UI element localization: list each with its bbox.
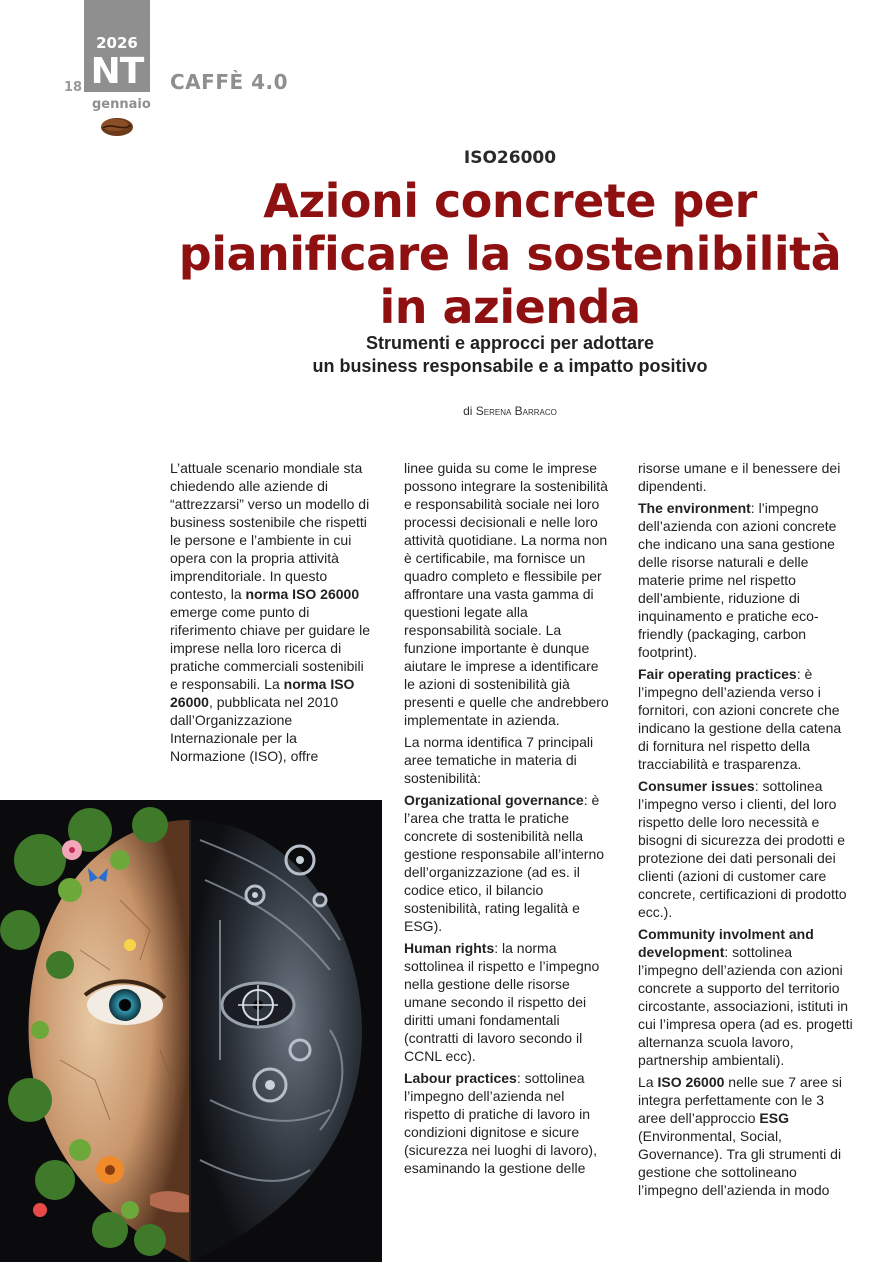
paragraph-community-involvement: Community involment and development: sottolinea l’impegno dell’azienda con azioni concrete a supporto del territorio circostante, associazioni, istituti in cui l’impresa opera (ad es. progetti alternanza scuola lavoro, partnership ambientali). (638, 926, 853, 1068)
page-number: 18 (64, 80, 83, 95)
section-title: CAFFÈ 4.0 (170, 70, 289, 94)
subtitle-line: un business responsabile e a impatto positivo (312, 356, 708, 376)
article-subtitle (200, 332, 820, 378)
paragraph-consumer-issues: Consumer issues: sottolinea l’impegno verso i clienti, del loro rispetto delle loro necessità e bisogni di sicurezza dei prodotti e protezione dei dati personali dei clienti (azioni di customer care concrete, certificazioni di prodotto ecc.). (638, 778, 847, 920)
paragraph: La norma identifica 7 principali aree tematiche in materia di sostenibilità: (404, 734, 594, 786)
magazine-badge (84, 0, 150, 92)
paragraph-fair-operating-practices: Fair operating practices: è l’impegno dell’azienda verso i fornitori, con azioni concrete che indicano la gestione della catena di fornitura nel rispetto della tracciabilità e trasparenza. (638, 666, 842, 772)
paragraph: L’attuale scenario mondiale sta chiedendo alle aziende di “attrezzarsi” verso un modello di business sostenibile che rispetti le persone e l’ambiente in cui opera con la propria attività imprenditoriale. In questo contesto, la norma ISO 26000 emerge come punto di riferimento chiave per guidare le imprese nella loro ricerca di pratiche commerciali sostenibili e responsabili. La norma ISO 26000, pubblicata nel 2010 dall’Organizzazione Internazionale per la Normazione (ISO), offre (170, 460, 370, 764)
paragraph-organizational-governance: Organizational governance: è l’area che tratta le pratiche concrete di sostenibilità nella gestione responsabile all’interno dell’organizzazione (ad es. il codice etico, il bilancio sostenibilità, rating legalità e ESG). (404, 792, 605, 934)
issue-year: 2026 (96, 34, 138, 52)
paragraph: risorse umane e il benessere dei dipendenti. (638, 460, 841, 494)
paragraph: linee guida su come le imprese possono integrare la sostenibilità e responsabilità sociale nei loro processi decisionali e nelle loro attività quotidiane. La norma non è certificabile, ma fornisce un quadro completo e flessibile per affrontare una vasta gamma di questioni legate alla responsabilità sociale. La funzione importante è dunque aiutare le imprese a identificare le azioni di sostenibilità già presenti e quelle che andrebbero implementate in azienda. (404, 460, 609, 728)
paragraph-labour-practices: Labour practices: sottolinea l’impegno dell’azienda nel rispetto di pratiche di lavoro in condizioni dignitose e sicure (sicurezza nei luoghi di lavoro), esaminando la gestione delle (404, 1070, 597, 1176)
article-title: Azioni concrete per pianificare la sostenibilità in azienda (178, 174, 842, 334)
column-3 (638, 459, 853, 1199)
nature-tech-face-illustration (0, 800, 382, 1262)
author-name: Serena Barraco (475, 404, 557, 418)
article-kicker: ISO26000 (463, 148, 557, 168)
coffee-bean-icon (100, 116, 134, 138)
illustration-svg (0, 800, 382, 1262)
magazine-logo: NT (90, 51, 144, 92)
paragraph-iso-esg: La ISO 26000 nelle sue 7 aree si integra perfettamente con le 3 aree dell’approccio ESG (Environmental, Social, Governance). Tra gli strumenti di gestione che sottolineano l’impegno dell’azienda in modo (638, 1074, 842, 1198)
byline-prefix: di (463, 404, 473, 418)
issue-month: gennaio (92, 97, 151, 112)
paragraph-human-rights: Human rights: la norma sottolinea il rispetto e l’impegno nella gestione delle risorse umane secondo il rispetto dei diritti umani fondamentali (contratti di lavoro secondo il CCNL ecc). (404, 940, 600, 1064)
paragraph-environment: The environment: l’impegno dell’azienda con azioni concrete che indicano una sana gestione delle risorse naturali e delle materie prime nel rispetto dell’ambiente, riduzione di inquinamento e pratiche eco-friendly (packaging, carbon footprint). (638, 500, 837, 660)
byline (200, 404, 820, 418)
column-2 (404, 459, 609, 1177)
column-1 (170, 459, 375, 765)
subtitle-line: Strumenti e approcci per adottare (365, 333, 655, 353)
